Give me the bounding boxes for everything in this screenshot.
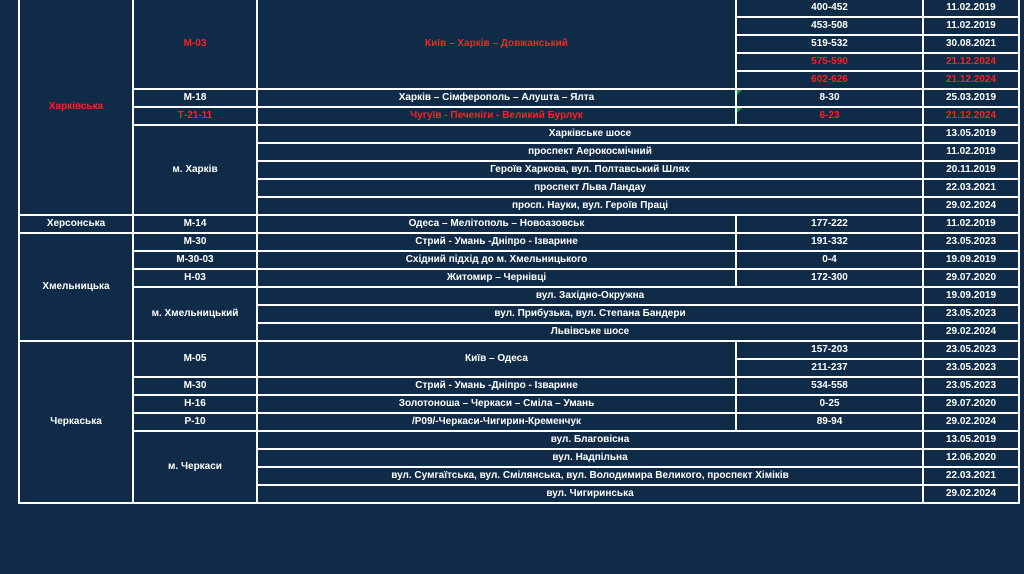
route-cell: Чугуїв - Печеніги - Великий Бурлук (257, 107, 736, 125)
road-code-cell: М-30 (133, 233, 257, 251)
route-cell: Східний підхід до м. Хмельницького (257, 251, 736, 269)
km-cell: 191-332 (736, 233, 923, 251)
km-cell: 6-23 (736, 107, 923, 125)
region-cell: Черкаська (19, 341, 133, 503)
table-row (19, 251, 1019, 269)
road-code-cell: Н-03 (133, 269, 257, 287)
date-cell: 29.02.2024 (923, 323, 1019, 341)
street-cell: вул. Надпільна (257, 449, 923, 467)
table-row (19, 0, 1019, 17)
street-cell: просп. Науки, вул. Героїв Праці (257, 197, 923, 215)
table-row (19, 413, 1019, 431)
date-cell: 22.03.2021 (923, 467, 1019, 485)
road-code-cell: М-30-03 (133, 251, 257, 269)
date-cell: 23.05.2023 (923, 305, 1019, 323)
date-cell: 21.12.2024 (923, 53, 1019, 71)
date-cell: 19.09.2019 (923, 287, 1019, 305)
km-cell: 519-532 (736, 35, 923, 53)
road-code-cell: Т-21-11 (133, 107, 257, 125)
date-cell: 11.02.2019 (923, 17, 1019, 35)
road-code-cell: Н-16 (133, 395, 257, 413)
road-code-cell: М-05 (133, 341, 257, 377)
route-cell: Харків – Сімферополь – Алушта – Ялта (257, 89, 736, 107)
table-row (19, 377, 1019, 395)
route-cell: Київ – Одеса (257, 341, 736, 377)
street-cell: вул. Благовісна (257, 431, 923, 449)
region-cell: Хмельницька (19, 233, 133, 341)
date-cell: 22.03.2021 (923, 179, 1019, 197)
date-cell: 23.05.2023 (923, 233, 1019, 251)
street-cell: вул. Прибузька, вул. Степана Бандери (257, 305, 923, 323)
city-cell: м. Черкаси (133, 431, 257, 503)
route-cell: Одеса – Мелітополь – Новоазовськ (257, 215, 736, 233)
city-cell: м. Харків (133, 125, 257, 215)
date-cell: 12.06.2020 (923, 449, 1019, 467)
date-cell: 11.02.2019 (923, 215, 1019, 233)
date-cell: 20.11.2019 (923, 161, 1019, 179)
km-cell: 89-94 (736, 413, 923, 431)
date-cell: 29.02.2024 (923, 485, 1019, 503)
route-cell: Золотоноша – Черкаси – Сміла – Умань (257, 395, 736, 413)
date-cell: 29.07.2020 (923, 269, 1019, 287)
region-cell: Харківська (19, 0, 133, 215)
route-cell: Стрий - Умань -Дніпро - Ізварине (257, 377, 736, 395)
km-cell: 534-558 (736, 377, 923, 395)
date-cell: 30.08.2021 (923, 35, 1019, 53)
km-cell: 0-25 (736, 395, 923, 413)
date-cell: 13.05.2019 (923, 431, 1019, 449)
table-row (19, 125, 1019, 143)
date-cell: 29.07.2020 (923, 395, 1019, 413)
street-cell: вул. Сумгаїтська, вул. Смілянська, вул. Володимира Великого, проспект Хіміків (257, 467, 923, 485)
km-cell: 211-237 (736, 359, 923, 377)
km-cell: 8-30 (736, 89, 923, 107)
road-code-cell: М-14 (133, 215, 257, 233)
km-cell: 400-452 (736, 0, 923, 17)
date-cell: 23.05.2023 (923, 341, 1019, 359)
table-row (19, 287, 1019, 305)
km-cell: 172-300 (736, 269, 923, 287)
km-cell: 177-222 (736, 215, 923, 233)
km-cell: 0-4 (736, 251, 923, 269)
table-row (19, 431, 1019, 449)
route-cell: Київ – Харків – Довжанський (257, 0, 736, 89)
street-cell: Львівське шосе (257, 323, 923, 341)
street-cell: Харківське шосе (257, 125, 923, 143)
route-cell: /Р09/-Черкаси-Чигирин-Кременчук (257, 413, 736, 431)
road-repair-table (18, 0, 1020, 504)
table-row (19, 215, 1019, 233)
table-row (19, 107, 1019, 125)
street-cell: Героїв Харкова, вул. Полтавський Шлях (257, 161, 923, 179)
table-row (19, 395, 1019, 413)
date-cell: 29.02.2024 (923, 197, 1019, 215)
road-code-cell: Р-10 (133, 413, 257, 431)
road-code-cell: М-03 (133, 0, 257, 89)
table-row (19, 269, 1019, 287)
date-cell: 25.03.2019 (923, 89, 1019, 107)
date-cell: 21.12.2024 (923, 71, 1019, 89)
street-cell: проспект Льва Ландау (257, 179, 923, 197)
km-cell: 575-590 (736, 53, 923, 71)
table-row (19, 341, 1019, 359)
region-cell: Херсонська (19, 215, 133, 233)
route-cell: Стрий - Умань -Дніпро - Ізварине (257, 233, 736, 251)
route-cell: Житомир – Чернівці (257, 269, 736, 287)
street-cell: вул. Західно-Окружна (257, 287, 923, 305)
date-cell: 13.05.2019 (923, 125, 1019, 143)
date-cell: 23.05.2023 (923, 359, 1019, 377)
road-code-cell: М-18 (133, 89, 257, 107)
city-cell: м. Хмельницький (133, 287, 257, 341)
table-row (19, 89, 1019, 107)
street-cell: проспект Аерокосмічний (257, 143, 923, 161)
date-cell: 29.02.2024 (923, 413, 1019, 431)
date-cell: 21.12.2024 (923, 107, 1019, 125)
road-code-cell: М-30 (133, 377, 257, 395)
date-cell: 11.02.2019 (923, 143, 1019, 161)
street-cell: вул. Чигиринська (257, 485, 923, 503)
km-cell: 602-626 (736, 71, 923, 89)
km-cell: 453-508 (736, 17, 923, 35)
km-cell: 157-203 (736, 341, 923, 359)
date-cell: 11.02.2019 (923, 0, 1019, 17)
table-row (19, 233, 1019, 251)
date-cell: 19.09.2019 (923, 251, 1019, 269)
date-cell: 23.05.2023 (923, 377, 1019, 395)
